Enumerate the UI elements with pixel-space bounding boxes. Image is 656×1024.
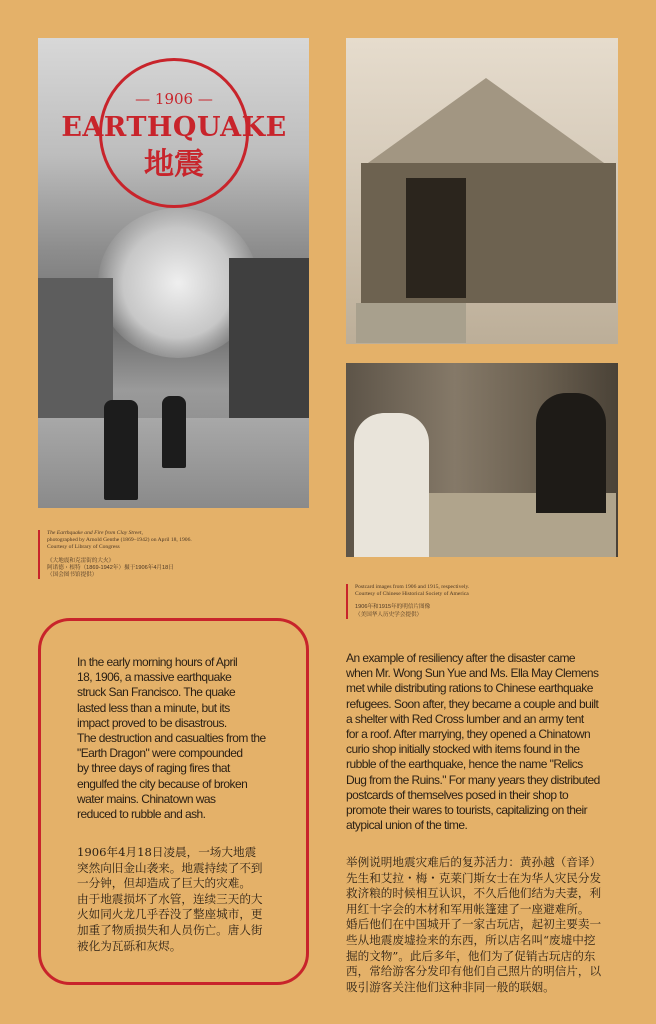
photo-caption-2 <box>346 584 469 619</box>
photo-caption-1 <box>38 530 192 579</box>
figure-woman <box>354 413 429 557</box>
earthquake-fire-photo <box>38 38 309 508</box>
tent-roof <box>361 78 611 168</box>
tent-shelter-photo <box>346 38 618 344</box>
caption-cn: 1906年和1915年的明信片图像 （美国华人历史学会提供） <box>355 604 431 618</box>
trees-right <box>229 258 309 428</box>
logo-title: EARTHQUAKE <box>61 112 287 143</box>
resiliency-text-en: An example of resiliency after the disaster came when Mr. Wong Sun Yue and Ms. Ella May Clemens met while distributing rations to Chinese earthquake refugees. Soon after, they became a couple and built a shelter with Red Cross lumber and an army tent for a roof. After marrying, they opened a Chinatown curio shop initially stocked with items found in the rubble of the earthquake, hence the name "Relics Dug from the Ruins." For many years they distributed postcards of themselves posed in their shop to promote their wares to tourists, capitalizing on their atypical union of the time. <box>346 651 600 833</box>
figure-man-2 <box>162 396 186 468</box>
caption-credit: Courtesy of Chinese Historical Society of America <box>355 591 469 598</box>
intro-text-en: In the early morning hours of April 18, 1906, a massive earthquake struck San Francisco. The quake lasted less than a minute, but its impact proved to be disastrous. The destruction and casualties from the "Earth Dragon" were compounded by three days of raging fires that engulfed the city because of broken water mains. Chinatown was reduced to rubble and ash. <box>77 655 266 822</box>
caption-line: Postcard images from 1906 and 1915, respectively. <box>355 584 470 590</box>
intro-text-cn: 1906年4月18日凌晨，一场大地震 突然向旧金山袭来。地震持续了不到 一分钟，但却造成了巨大的灾难。 由于地震损坏了水管，连续三天的大 火如同火龙几乎吞没了整座城市，更 加重了物质损失和人员伤亡。唐人街 被化为瓦砾和灰烬。 <box>77 845 263 953</box>
logo-title-cn: 地震 <box>144 148 204 181</box>
caption-line: photographed by Arnold Genthe (1869–1942) on April 18, 1906. <box>47 537 192 544</box>
caption-title: The Earthquake and Fire from Clay Street, <box>47 530 143 536</box>
logo-year: — 1906 — <box>135 90 213 108</box>
earthquake-logo <box>54 58 294 181</box>
resiliency-text-cn: 举例说明地震灾难后的复苏活力：黄孙越（音译） 先生和艾拉・梅・克莱门斯女士在为华人灾民分发 救济粮的时候相互认识，不久后他们结为夫妻，利 用红十字会的木材和军用帐篷建了一座避难所。 婚后他们在中国城开了一家古玩店，起初主要卖一 些从地震废墟捡来的东西，所以店名叫“废墟中挖 掘的文物”。此后多年，他们为了促销古玩店的东 西，常给游客分发印有他们自己照片的明信片，以 吸引游客关注他们这种非同一般的联姻。 <box>346 855 602 994</box>
caption-cn: 《大地震和克雷街的大火》 阿诺德・根特（1869-1942年）摄于1906年4月18日 （国会图书馆提供） <box>47 557 174 579</box>
curio-shop-photo <box>346 363 618 557</box>
doorway-couple <box>406 178 466 298</box>
steps <box>356 303 466 343</box>
figure-man <box>104 400 138 500</box>
building-left <box>38 278 113 428</box>
figure-man <box>536 393 606 513</box>
shelter-hut <box>361 163 616 303</box>
caption-credit: Courtesy of Library of Congress <box>47 544 120 551</box>
